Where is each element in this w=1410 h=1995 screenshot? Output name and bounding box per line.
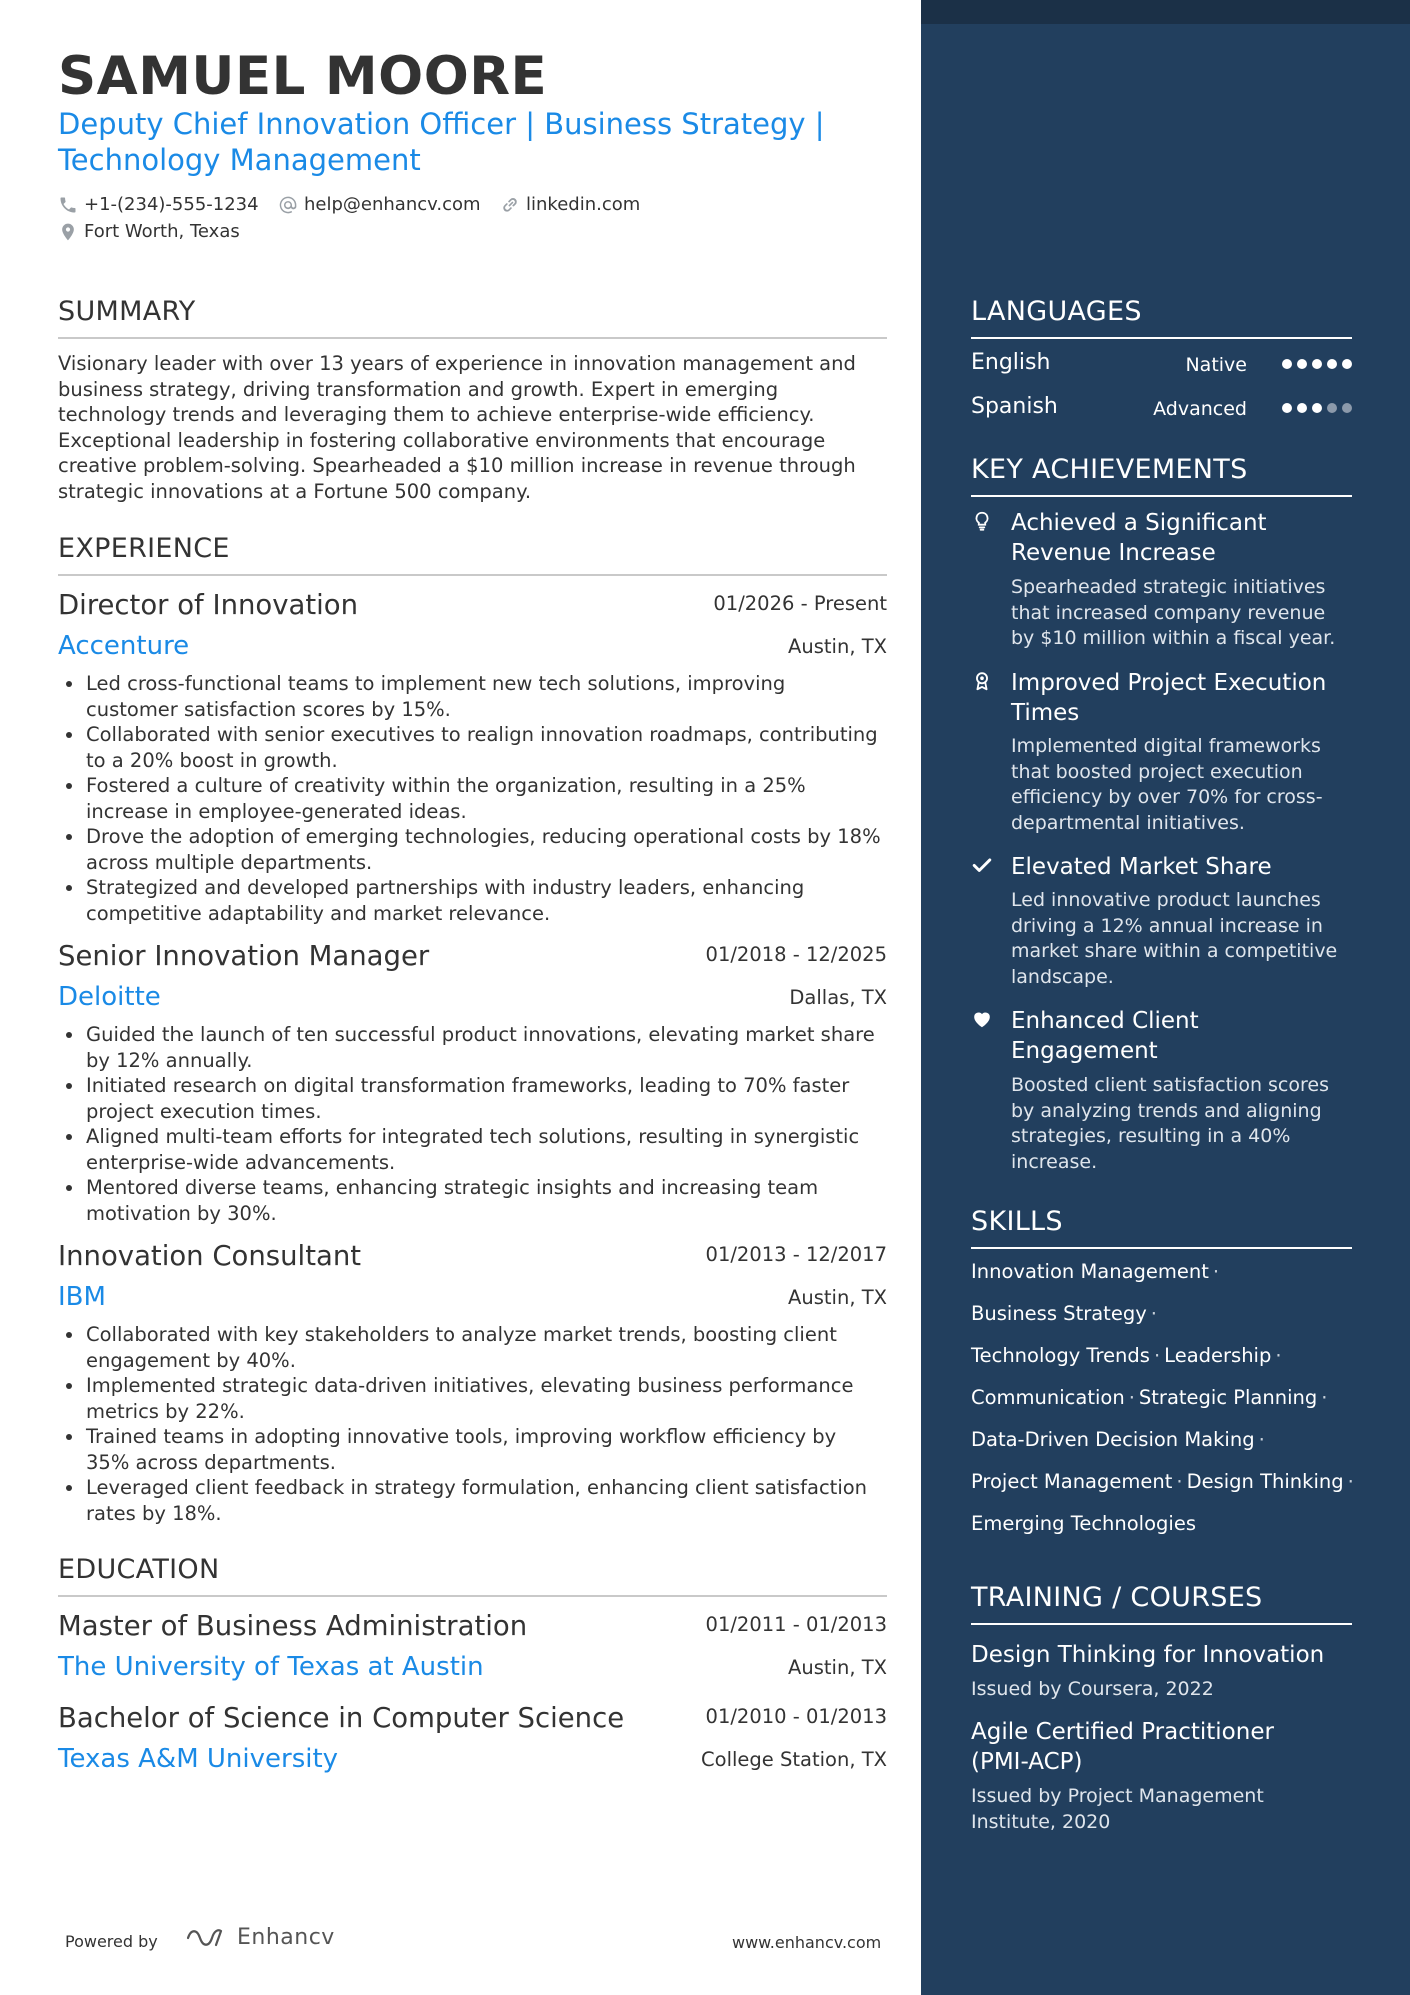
skill-separator: · (1176, 1470, 1183, 1493)
degree-title: Master of Business Administration (58, 1610, 528, 1642)
achievement-description: Implemented digital frameworks that boosted project execution efficiency by over 70% for cross- departmental initiatives. (1011, 735, 1323, 834)
skills-row (971, 1260, 1223, 1283)
rating-dot-empty (1327, 403, 1337, 413)
rating-dot-filled (1327, 359, 1337, 369)
email-contact[interactable] (278, 194, 481, 215)
title-line: Deputy Chief Innovation Officer | Business Strategy | (58, 107, 825, 141)
skill-item: Business Strategy (971, 1302, 1147, 1325)
bullet-item: Strategized and developed partnerships with industry leaders, enhancing competitive adaptability and market relevance. (58, 875, 887, 926)
candidate-name: SAMUEL MOORE (58, 46, 548, 107)
achievement-title: Improved Project Execution Times (1011, 670, 1327, 726)
sidebar (921, 0, 1410, 1995)
powered-by-label: Powered by (65, 1932, 158, 1951)
school-location: Austin, TX (788, 1656, 887, 1679)
job-title: Director of Innovation (58, 589, 359, 621)
skill-item: Project Management (971, 1470, 1173, 1493)
language-item (971, 394, 1352, 424)
achievement-title: Elevated Market Share (1011, 854, 1272, 880)
summary-line: Exceptional leadership in fostering collaborative environments that encourage (58, 428, 826, 452)
achievements-heading: KEY ACHIEVEMENTS (971, 454, 1352, 497)
title-line: Technology Management (58, 143, 421, 177)
company-name: Accenture (58, 631, 190, 661)
job-bullets (58, 1322, 887, 1526)
skill-separator: · (1258, 1428, 1265, 1451)
course-title: Design Thinking for Innovation (971, 1642, 1325, 1668)
job-location: Austin, TX (788, 635, 887, 658)
language-name: Spanish (971, 394, 1058, 419)
skills-row (971, 1428, 1269, 1451)
language-level: Native (1185, 354, 1247, 376)
training-heading: TRAINING / COURSES (971, 1582, 1352, 1625)
summary-text (58, 351, 887, 504)
rating-dot-filled (1297, 359, 1307, 369)
linkedin-contact[interactable] (500, 194, 640, 215)
heart-icon (971, 1008, 993, 1030)
rating-dot-filled (1282, 403, 1292, 413)
bullet-item: Collaborated with senior executives to realign innovation roadmaps, contributing to a 20% boost in growth. (58, 722, 887, 773)
phone-text: +1-(234)-555-1234 (84, 194, 259, 215)
rating-dot-filled (1312, 359, 1322, 369)
job-location: Dallas, TX (789, 986, 887, 1009)
skills-row (971, 1344, 1286, 1367)
skill-item: Leadership (1164, 1344, 1272, 1367)
award-icon (971, 670, 993, 692)
at-icon (278, 195, 298, 215)
school-name: Texas A&M University (58, 1744, 339, 1774)
lightbulb-icon (971, 510, 993, 532)
skill-separator: · (1321, 1386, 1328, 1409)
skill-separator: · (1347, 1470, 1354, 1493)
language-level: Advanced (1153, 398, 1247, 420)
bullet-item: Leveraged client feedback in strategy formulation, enhancing client satisfaction rates by 18%. (58, 1475, 887, 1526)
skills-row (971, 1470, 1358, 1493)
sidebar-top-band (921, 0, 1410, 24)
summary-line: strategic innovations at a Fortune 500 company. (58, 479, 532, 503)
phone-contact[interactable] (58, 194, 259, 215)
job-dates: 01/2013 - 12/2017 (705, 1243, 887, 1266)
footer-url[interactable]: www.enhancv.com (732, 1933, 882, 1952)
education-heading: EDUCATION (58, 1554, 887, 1597)
summary-heading: SUMMARY (58, 296, 887, 339)
skill-separator: · (1275, 1344, 1282, 1367)
school-name: The University of Texas at Austin (58, 1652, 484, 1682)
course-title: Agile Certified Practitioner (PMI-ACP) (971, 1719, 1274, 1775)
rating-dot-filled (1312, 403, 1322, 413)
bullet-item: Led cross-functional teams to implement new tech solutions, improving customer satisfaction scores by 15%. (58, 671, 887, 722)
bullet-item: Fostered a culture of creativity within the organization, resulting in a 25% increase in employee-generated ideas. (58, 773, 887, 824)
rating-dot-empty (1342, 403, 1352, 413)
summary-line: creative problem-solving. Spearheaded a $10 million increase in revenue through (58, 454, 856, 477)
skills-row (971, 1512, 1196, 1535)
education-dates: 01/2011 - 01/2013 (705, 1613, 887, 1636)
skill-item: Technology Trends (971, 1344, 1150, 1367)
skill-separator: · (1150, 1302, 1157, 1325)
job-title: Senior Innovation Manager (58, 940, 430, 972)
achievement-description: Boosted client satisfaction scores by analyzing trends and aligning strategies, resulting in a 40% increase. (1011, 1074, 1329, 1173)
skill-item: Emerging Technologies (971, 1512, 1196, 1535)
enhancv-logo-icon (185, 1926, 231, 1950)
skill-item: Data-Driven Decision Making (971, 1428, 1255, 1451)
location-pin-icon (58, 222, 78, 242)
achievement-title: Enhanced Client Engagement (1011, 1008, 1199, 1064)
experience-heading: EXPERIENCE (58, 533, 887, 576)
skills-row (971, 1302, 1161, 1325)
skill-separator: · (1212, 1260, 1220, 1283)
bullet-item: Aligned multi-team efforts for integrated tech solutions, resulting in synergistic enterprise-wide advancements. (58, 1124, 887, 1175)
bullet-item: Collaborated with key stakeholders to analyze market trends, boosting client engagement by 40%. (58, 1322, 887, 1373)
linkedin-text: linkedin.com (526, 194, 641, 215)
job-title: Innovation Consultant (58, 1240, 362, 1272)
rating-dot-filled (1282, 359, 1292, 369)
job-dates: 01/2018 - 12/2025 (705, 943, 887, 966)
language-rating (1282, 359, 1352, 369)
bullet-item: Implemented strategic data-driven initiatives, elevating business performance metrics by 22%. (58, 1373, 887, 1424)
skill-separator: · (1128, 1386, 1135, 1409)
bullet-item: Trained teams in adopting innovative tools, improving workflow efficiency by 35% across departments. (58, 1424, 887, 1475)
company-name: IBM (58, 1282, 106, 1312)
bullet-item: Guided the launch of ten successful product innovations, elevating market share by 12% annually. (58, 1022, 887, 1073)
skill-item: Communication (971, 1386, 1125, 1409)
email-text: help@enhancv.com (304, 194, 481, 215)
skills-row (971, 1386, 1331, 1409)
summary-line: Visionary leader with over 13 years of experience in innovation management and (58, 352, 856, 375)
school-location: College Station, TX (701, 1748, 887, 1771)
language-item (971, 350, 1352, 380)
rating-dot-filled (1342, 359, 1352, 369)
languages-heading: LANGUAGES (971, 296, 1352, 339)
job-location: Austin, TX (788, 1286, 887, 1309)
rating-dot-filled (1297, 403, 1307, 413)
achievement-description: Spearheaded strategic initiatives that increased company revenue by $10 million within a fiscal year. (1011, 576, 1336, 649)
language-name: English (971, 350, 1051, 375)
summary-line: technology trends and leveraging them to achieve enterprise-wide efficiency. (58, 403, 815, 426)
skills-heading: SKILLS (971, 1206, 1352, 1249)
enhancv-logo-text: Enhancv (237, 1925, 335, 1950)
skill-item: Design Thinking (1186, 1470, 1344, 1493)
achievement-description: Led innovative product launches driving a 12% annual increase in market share within a competitive landscape. (1011, 889, 1338, 988)
course-issuer: Issued by Coursera, 2022 (971, 1678, 1214, 1700)
location-text: Fort Worth, Texas (84, 221, 240, 242)
company-name: Deloitte (58, 982, 161, 1012)
language-rating (1282, 403, 1352, 413)
enhancv-logo[interactable] (185, 1925, 335, 1950)
link-icon (500, 195, 520, 215)
phone-icon (58, 195, 78, 215)
job-dates: 01/2026 - Present (713, 592, 887, 615)
job-bullets (58, 1022, 887, 1226)
candidate-title (58, 106, 858, 178)
skill-item: Innovation Management (971, 1260, 1209, 1283)
bullet-item: Initiated research on digital transformation frameworks, leading to 70% faster project execution times. (58, 1073, 887, 1124)
skill-item: Strategic Planning (1138, 1386, 1318, 1409)
location-contact (58, 221, 240, 242)
bullet-item: Drove the adoption of emerging technologies, reducing operational costs by 18% across multiple departments. (58, 824, 887, 875)
summary-line: business strategy, driving transformation and growth. Expert in emerging (58, 377, 779, 401)
bullet-item: Mentored diverse teams, enhancing strategic insights and increasing team motivation by 30%. (58, 1175, 887, 1226)
skill-separator: · (1153, 1344, 1161, 1367)
achievement-title: Achieved a Significant Revenue Increase (1011, 510, 1267, 566)
course-issuer: Issued by Project Management Institute, 2020 (971, 1785, 1264, 1833)
education-dates: 01/2010 - 01/2013 (705, 1705, 887, 1728)
degree-title: Bachelor of Science in Computer Science (58, 1702, 625, 1734)
checkmark-icon (971, 854, 993, 876)
job-bullets (58, 671, 887, 926)
